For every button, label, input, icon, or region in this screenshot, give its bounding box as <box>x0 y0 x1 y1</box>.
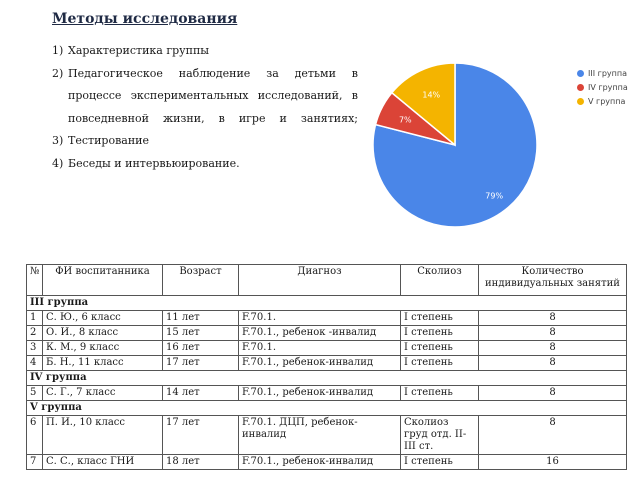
header-cell: № <box>27 265 43 296</box>
legend-label: III группа <box>588 68 627 78</box>
cell-diagnosis: F.70.1. <box>239 341 401 356</box>
legend-swatch <box>577 70 584 77</box>
method-text: Характеристика группы <box>68 44 210 57</box>
table-row <box>27 326 627 341</box>
cell-sessions: 8 <box>479 386 627 401</box>
table-row <box>27 341 627 356</box>
header-cell: Возраст <box>163 265 239 296</box>
header-cell: Диагноз <box>239 265 401 296</box>
cell-scoliosis: I степень <box>401 455 479 470</box>
cell-age: 15 лет <box>163 326 239 341</box>
cell-scoliosis: I степень <box>401 356 479 371</box>
cell-age: 18 лет <box>163 455 239 470</box>
table-row <box>27 455 627 470</box>
slice-label: 7% <box>398 115 412 125</box>
cell-diagnosis: F.70.1., ребенок-инвалид <box>239 356 401 371</box>
section-row <box>27 401 627 416</box>
legend-label: IV группа <box>588 82 628 92</box>
method-text: Беседы и интервьюирование. <box>68 156 240 170</box>
table-row <box>27 416 627 455</box>
cell-sessions: 8 <box>479 341 627 356</box>
cell-name: С. Г., 7 класс <box>43 386 163 401</box>
cell-scoliosis: I степень <box>401 386 479 401</box>
methods-list <box>52 40 358 175</box>
legend-item <box>577 94 628 108</box>
header-cell: ФИ воспитанника <box>43 265 163 296</box>
cell-diagnosis: F.70.1., ребенок-инвалид <box>239 455 401 470</box>
method-number: 3) <box>52 134 64 147</box>
page-title: Методы исследования <box>52 11 238 27</box>
legend-item <box>577 66 628 80</box>
method-number: 2) <box>52 66 64 80</box>
cell-scoliosis: I степень <box>401 311 479 326</box>
cell-name: С. С., класс ГНИ <box>43 455 163 470</box>
cell-diagnosis: F.70.1., ребенок -инвалид <box>239 326 401 341</box>
cell-name: П. И., 10 класс <box>43 416 163 455</box>
cell-sessions: 8 <box>479 356 627 371</box>
cell-number: 4 <box>27 356 43 371</box>
legend-item <box>577 80 628 94</box>
cell-sessions: 8 <box>479 326 627 341</box>
cell-number: 6 <box>27 416 43 455</box>
method-item <box>52 40 358 63</box>
section-label: V группа <box>27 401 627 416</box>
cell-scoliosis: I степень <box>401 341 479 356</box>
method-item <box>52 153 358 176</box>
table-header-row <box>27 265 627 296</box>
cell-diagnosis: F.70.1., ребенок-инвалид <box>239 386 401 401</box>
cell-number: 5 <box>27 386 43 401</box>
legend-swatch <box>577 84 584 91</box>
cell-age: 11 лет <box>163 311 239 326</box>
cell-number: 1 <box>27 311 43 326</box>
slice-label: 79% <box>485 191 504 201</box>
legend-swatch <box>577 98 584 105</box>
header-cell: Сколиоз <box>401 265 479 296</box>
cell-sessions: 16 <box>479 455 627 470</box>
section-row <box>27 371 627 386</box>
legend-label: V группа <box>588 96 626 106</box>
cell-diagnosis: F.70.1. <box>239 311 401 326</box>
cell-age: 17 лет <box>163 356 239 371</box>
cell-scoliosis: Сколиоз груд отд. II-III ст. <box>401 416 479 455</box>
cell-sessions: 8 <box>479 311 627 326</box>
section-label: IV группа <box>27 371 627 386</box>
section-label: III группа <box>27 296 627 311</box>
table-row <box>27 311 627 326</box>
cell-number: 2 <box>27 326 43 341</box>
cell-age: 16 лет <box>163 341 239 356</box>
method-text: Тестирование <box>68 134 150 147</box>
cell-sessions: 8 <box>479 416 627 455</box>
cell-name: С. Ю., 6 класс <box>43 311 163 326</box>
chart-legend <box>577 66 628 108</box>
cell-diagnosis: F.70.1. ДЦП, ребенок-инвалид <box>239 416 401 455</box>
cell-scoliosis: I степень <box>401 326 479 341</box>
cell-number: 3 <box>27 341 43 356</box>
table-row <box>27 386 627 401</box>
table-row <box>27 356 627 371</box>
cell-number: 7 <box>27 455 43 470</box>
header-cell: Количество индивидуальных занятий <box>479 265 627 296</box>
cell-name: О. И., 8 класс <box>43 326 163 341</box>
method-item <box>52 130 358 153</box>
cell-age: 17 лет <box>163 416 239 455</box>
students-table <box>26 264 627 470</box>
cell-age: 14 лет <box>163 386 239 401</box>
slice-label: 14% <box>422 90 441 100</box>
section-row <box>27 296 627 311</box>
cell-name: К. М., 9 класс <box>43 341 163 356</box>
method-number: 4) <box>52 156 64 170</box>
method-number: 1) <box>52 44 64 57</box>
cell-name: Б. Н., 11 класс <box>43 356 163 371</box>
method-item <box>52 63 358 131</box>
method-text: Педагогическое наблюдение за детьми в процессе экспериментальных исследований, в повседневной жизни, в игре и занятиях; <box>68 66 358 125</box>
